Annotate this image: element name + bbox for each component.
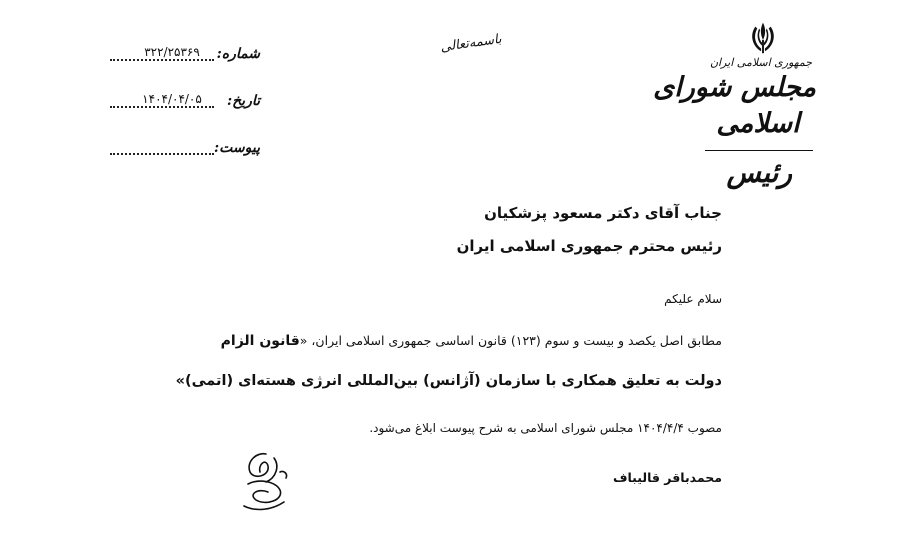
body-line-1-text: مطابق اصل یکصد و بیست و سوم (۱۲۳) قانون اساسی جمهوری اسلامی ایران، «	[299, 333, 722, 348]
dotted-line	[110, 106, 214, 108]
letterhead-divider	[705, 150, 813, 151]
body-line-3: مصوب ۱۴۰۴/۴/۴ مجلس شورای اسلامی به شرح پیوست ابلاغ می‌شود.	[369, 421, 722, 435]
organization-name	[653, 70, 816, 150]
addressee-name: جناب آقای دکتر مسعود پزشکیان	[484, 204, 722, 222]
handwritten-signature-icon	[236, 448, 292, 518]
dotted-line	[110, 153, 214, 155]
republic-line: جمهوری اسلامی ایران	[709, 56, 812, 69]
body-line-2: دولت به تعلیق همکاری با سازمان (آژانس) بین‌المللی انرژی هسته‌ای (اتمی)»	[175, 373, 722, 389]
dotted-line	[110, 59, 214, 61]
meta-number	[100, 46, 260, 66]
body-line-1	[122, 333, 722, 349]
greeting: سلام علیکم	[664, 292, 722, 306]
meta-attachment	[100, 140, 260, 160]
president-title: رئیس	[726, 156, 792, 189]
date-value: ۱۴۰۴/۰۴/۰۵	[142, 92, 202, 106]
meta-date	[100, 93, 260, 113]
number-label: شماره:	[216, 46, 260, 62]
organization-name-line1: مجلس شورای	[653, 72, 816, 103]
law-title-start: قانون الزام	[220, 333, 300, 349]
addressee-title: رئیس محترم جمهوری اسلامی ایران	[456, 237, 722, 255]
invocation: باسمه‌تعالی	[439, 31, 503, 56]
number-value: ۳۲۲/۲۵۳۶۹	[144, 45, 200, 59]
attachment-label: پیوست:	[214, 140, 260, 156]
iran-emblem-icon	[744, 18, 782, 58]
signatory-name: محمدباقر قالیباف	[612, 470, 722, 485]
organization-name-line2: اسلامی	[716, 108, 800, 139]
date-label: تاریخ:	[226, 93, 260, 109]
